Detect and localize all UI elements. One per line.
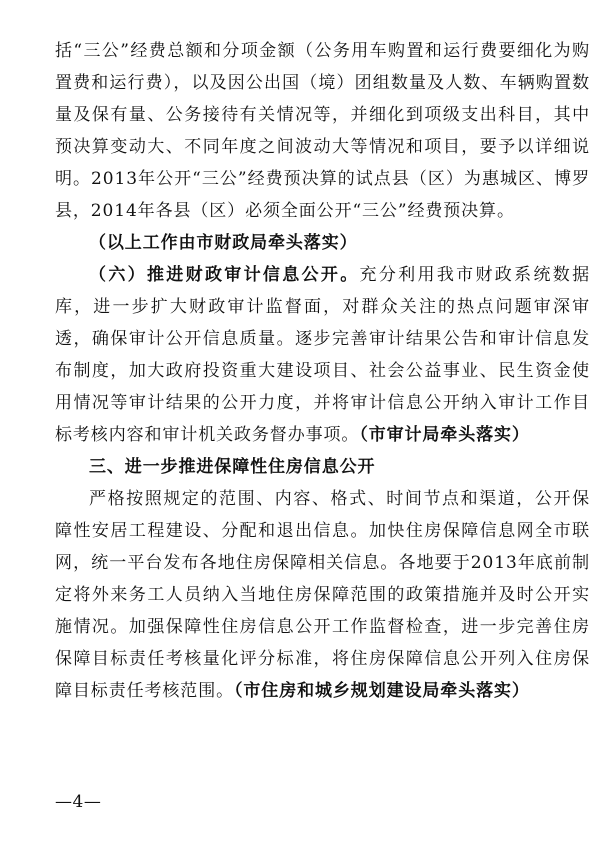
section-6-body: 充分利用我市财政系统数据库，进一步扩大财政审计监督面，对群众关注的热点问题审深审透，确保审计公开信息质量。逐步完善审计结果公告和审计信息发布制度，加大政府投资重大建设项目、社会公益事业、民生资金使用情况等审计结果的公开力度，并将审计信息公开纳入审计工作目标考核内容和审计机关政务督办事项。: [55, 265, 590, 445]
section-3-paragraph: [55, 483, 590, 707]
lead-unit-note-finance: [55, 227, 590, 259]
section-3-body: 严格按照规定的范围、内容、格式、时间节点和渠道，公开保障性安居工程建设、分配和退出信息。加快住房保障信息网全市联网，统一平台发布各地住房保障相关信息。各地要于2013年底前制定将外来务工人员纳入当地住房保障范围的政策措施并及时公开实施情况。加强保障性住房信息公开工作监督检查，进一步完善住房保障目标责任考核量化评分标准，将住房保障信息公开列入住房保障目标责任考核范围。: [55, 489, 590, 701]
section-3-lead-unit: （市住房和城乡规划建设局牵头落实）: [234, 681, 530, 701]
page-number: —4—: [55, 792, 102, 812]
document-page: [55, 35, 590, 707]
section-3-title: [55, 451, 590, 483]
lead-unit-text: （以上工作由市财政局牵头落实）: [89, 233, 358, 253]
section-6-lead-unit: （市审计局牵头落实）: [359, 425, 530, 445]
section-6-paragraph: [55, 259, 590, 451]
section-6-heading: （六）推进财政审计信息公开。: [89, 265, 360, 285]
section-title-text: 三、进一步推进保障性住房信息公开: [89, 457, 376, 477]
paragraph-text: 括“三公”经费总额和分项金额（公务用车购置和运行费要细化为购置费和运行费），以及因公出国（境）团组数量及人数、车辆购置数量及保有量、公务接待有关情况等，并细化到项级支出科目，其中预决算变动大、不同年度之间波动大等情况和项目，要予以详细说明。2013年公开“三公”经费预决算的试点县（区）为惠城区、博罗县，2014年各县（区）必须全面公开“三公”经费预决算。: [55, 41, 590, 221]
paragraph-three-public-funds: [55, 35, 590, 227]
